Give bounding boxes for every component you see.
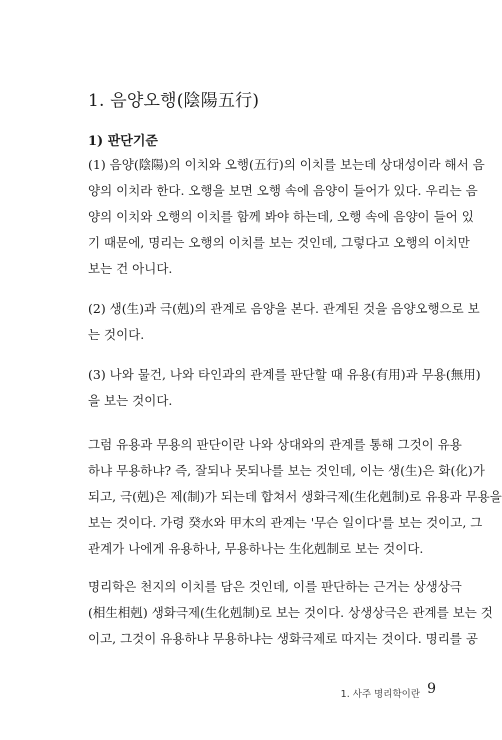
text-line: 양의 이치라 한다. 오행을 보면 오행 속에 음양이 들어가 있다. 우리는 음 [88, 183, 478, 198]
text-line: (2) 생(生)과 극(剋)의 관계로 음양을 본다. 관계된 것을 음양오행으로 보 [88, 301, 480, 316]
text-line: (1) 음양(陰陽)의 이치와 오행(五行)의 이치를 보는데 상대성이라 해서 음 [88, 157, 485, 172]
text-line: 관계가 나에게 유용하나, 무용하나는 生化剋制로 보는 것이다. [88, 541, 424, 556]
text-line: 는 것이다. [88, 327, 145, 342]
text-line: 보는 건 아니다. [88, 261, 173, 276]
paragraph-3 [88, 362, 481, 414]
text-line: 을 보는 것이다. [88, 393, 173, 408]
text-line: (3) 나와 물건, 나와 타인과의 관계를 판단할 때 유용(有用)과 무용(無用) [88, 367, 481, 382]
subsection-title: 1) 판단기준 [88, 134, 158, 149]
text-line: 양의 이치와 오행의 이치를 함께 봐야 하는데, 오행 속에 음양이 들어 있 [88, 209, 474, 224]
text-line: 그럼 유용과 무용의 판단이란 나와 상대와의 관계를 통해 그것이 유용 [88, 437, 462, 452]
text-line: (相生相剋) 생화극제(生化剋制)로 보는 것이다. 상생상극은 관계를 보는 것 [88, 605, 493, 620]
text-line: 이고, 그것이 유용하냐 무용하냐는 생화극제로 따지는 것이다. 명리를 공 [88, 631, 478, 646]
page-number: 9 [427, 681, 436, 697]
text-line: 되고, 극(剋)은 제(制)가 되는데 합쳐서 생화극제(生化剋制)로 유용과 무용을 [88, 489, 502, 504]
paragraph-2 [88, 296, 480, 348]
text-line: 명리학은 천지의 이치를 담은 것인데, 이를 판단하는 근거는 상생상극 [88, 579, 462, 594]
paragraph-1 [88, 152, 485, 282]
text-line: 기 때문에, 명리는 오행의 이치를 보는 것인데, 그렇다고 오행의 이치만 [88, 235, 470, 250]
paragraph-4 [88, 432, 502, 562]
section-title: 1. 음양오행(陰陽五行) [88, 91, 260, 111]
text-line: 보는 것이다. 가령 癸水와 甲木의 관계는 '무슨 일이다'를 보는 것이고, 그 [88, 515, 483, 530]
paragraph-5 [88, 574, 493, 652]
running-footer-chapter: 1. 사주 명리학이란 [340, 689, 420, 700]
text-line: 하냐 무용하냐? 즉, 잘되나 못되나를 보는 것인데, 이는 생(生)은 화(化)가 [88, 463, 485, 478]
